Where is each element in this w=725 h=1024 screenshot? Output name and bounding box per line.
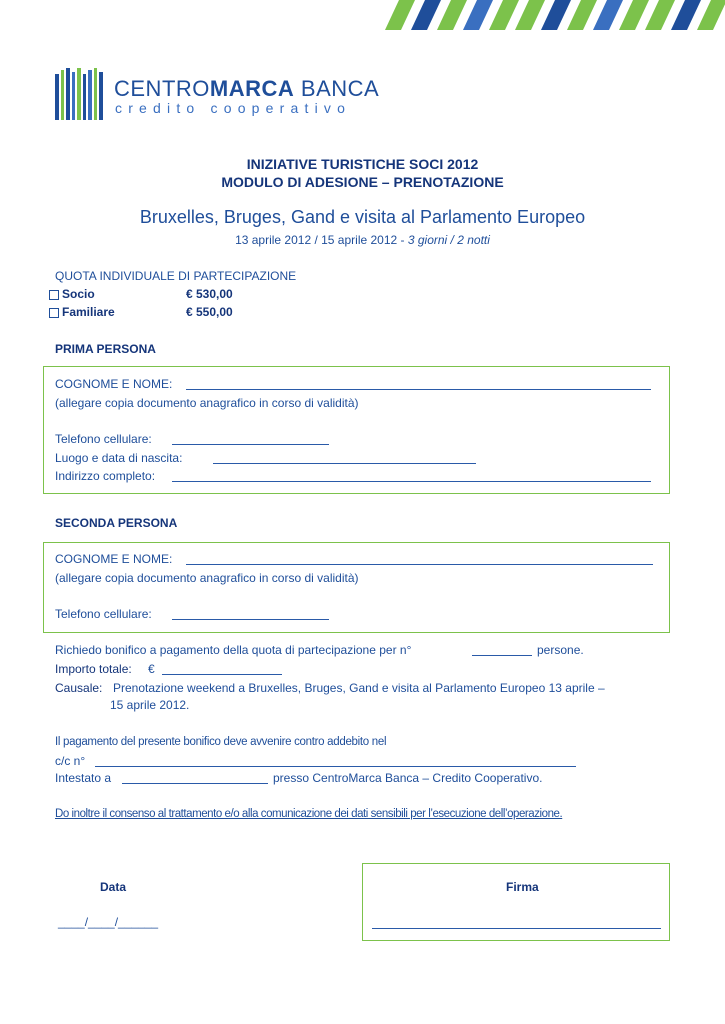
- p1-indirizzo-field[interactable]: [172, 481, 651, 482]
- intestato-field[interactable]: [122, 783, 268, 784]
- p1-note: (allegare copia documento anagrafico in corso di validità): [55, 396, 359, 410]
- p2-cognome-label: COGNOME E NOME:: [55, 552, 173, 566]
- stripe: [567, 0, 597, 30]
- trip-dates: 13 aprile 2012 / 15 aprile 2012 - 3 giorni / 2 notti: [235, 233, 490, 247]
- stripe: [515, 0, 545, 30]
- stripe: [489, 0, 519, 30]
- p2-telefono-field[interactable]: [172, 619, 329, 620]
- familiare-label: Familiare: [62, 305, 115, 319]
- prima-persona-title: PRIMA PERSONA: [55, 342, 156, 356]
- familiare-price: € 550,00: [186, 305, 233, 319]
- stripe: [385, 0, 415, 30]
- importo-field[interactable]: [162, 674, 282, 675]
- brand-tagline: credito cooperativo: [115, 100, 352, 116]
- socio-price: € 530,00: [186, 287, 233, 301]
- consenso-text: Do inoltre il consenso al trattamento e/o alla comunicazione dei dati sensibili per l’esecuzione dell’operazione.: [55, 808, 563, 820]
- firma-field[interactable]: [372, 928, 661, 929]
- firma-box: [362, 863, 670, 941]
- causale-label: Causale:: [55, 681, 103, 695]
- stripe: [645, 0, 675, 30]
- data-label: Data: [100, 880, 127, 894]
- p2-cognome-field[interactable]: [186, 564, 653, 565]
- centromarca-logo: [55, 68, 105, 120]
- p1-telefono-label: Telefono cellulare:: [55, 432, 152, 446]
- causale-text-2: 15 aprile 2012.: [110, 698, 190, 712]
- p2-note: (allegare copia documento anagrafico in corso di validità): [55, 571, 359, 585]
- socio-checkbox[interactable]: [49, 290, 59, 300]
- bonifico-richiesta: Richiedo bonifico a pagamento della quota di partecipazione per n°: [55, 643, 412, 657]
- pagamento-text: Il pagamento del presente bonifico deve avvenire contro addebito nel: [55, 736, 387, 748]
- p1-indirizzo-label: Indirizzo completo:: [55, 469, 156, 483]
- stripe: [437, 0, 467, 30]
- p1-telefono-field[interactable]: [172, 444, 329, 445]
- seconda-persona-title: SECONDA PERSONA: [55, 516, 178, 530]
- p1-cognome-field[interactable]: [186, 389, 651, 390]
- intestato-presso: presso CentroMarca Banca – Credito Cooperativo.: [273, 771, 543, 785]
- firma-label: Firma: [506, 880, 539, 894]
- stripe: [411, 0, 441, 30]
- p1-cognome-label: COGNOME E NOME:: [55, 377, 173, 391]
- stripe: [541, 0, 571, 30]
- causale-text: Prenotazione weekend a Bruxelles, Bruges, Gand e visita al Parlamento Europeo 13 aprile –: [113, 681, 605, 695]
- persone-count-field[interactable]: [472, 655, 532, 656]
- header-line-1: INIZIATIVE TURISTICHE SOCI 2012: [246, 156, 479, 172]
- importo-currency: €: [148, 662, 155, 676]
- importo-label: Importo totale:: [55, 662, 132, 676]
- stripe: [697, 0, 725, 30]
- date-field[interactable]: ____/____/______: [58, 915, 159, 929]
- trip-title: Bruxelles, Bruges, Gand e visita al Parlamento Europeo: [139, 207, 586, 227]
- brand-name: CENTROMARCA BANCA: [114, 76, 380, 101]
- bonifico-persone: persone.: [537, 643, 584, 657]
- quota-label: QUOTA INDIVIDUALE DI PARTECIPAZIONE: [55, 269, 297, 283]
- header-line-2: MODULO DI ADESIONE – PRENOTAZIONE: [221, 174, 504, 190]
- familiare-checkbox[interactable]: [49, 308, 59, 318]
- p2-telefono-label: Telefono cellulare:: [55, 607, 152, 621]
- p1-luogo-field[interactable]: [213, 463, 476, 464]
- p1-luogo-label: Luogo e data di nascita:: [55, 451, 183, 465]
- stripe: [671, 0, 701, 30]
- intestato-label: Intestato a: [55, 771, 112, 785]
- stripe: [463, 0, 493, 30]
- cc-label: c/c n°: [55, 754, 86, 768]
- socio-label: Socio: [62, 287, 95, 301]
- cc-field[interactable]: [95, 766, 576, 767]
- stripe: [619, 0, 649, 30]
- decorative-stripes: [365, 0, 725, 30]
- stripe: [593, 0, 623, 30]
